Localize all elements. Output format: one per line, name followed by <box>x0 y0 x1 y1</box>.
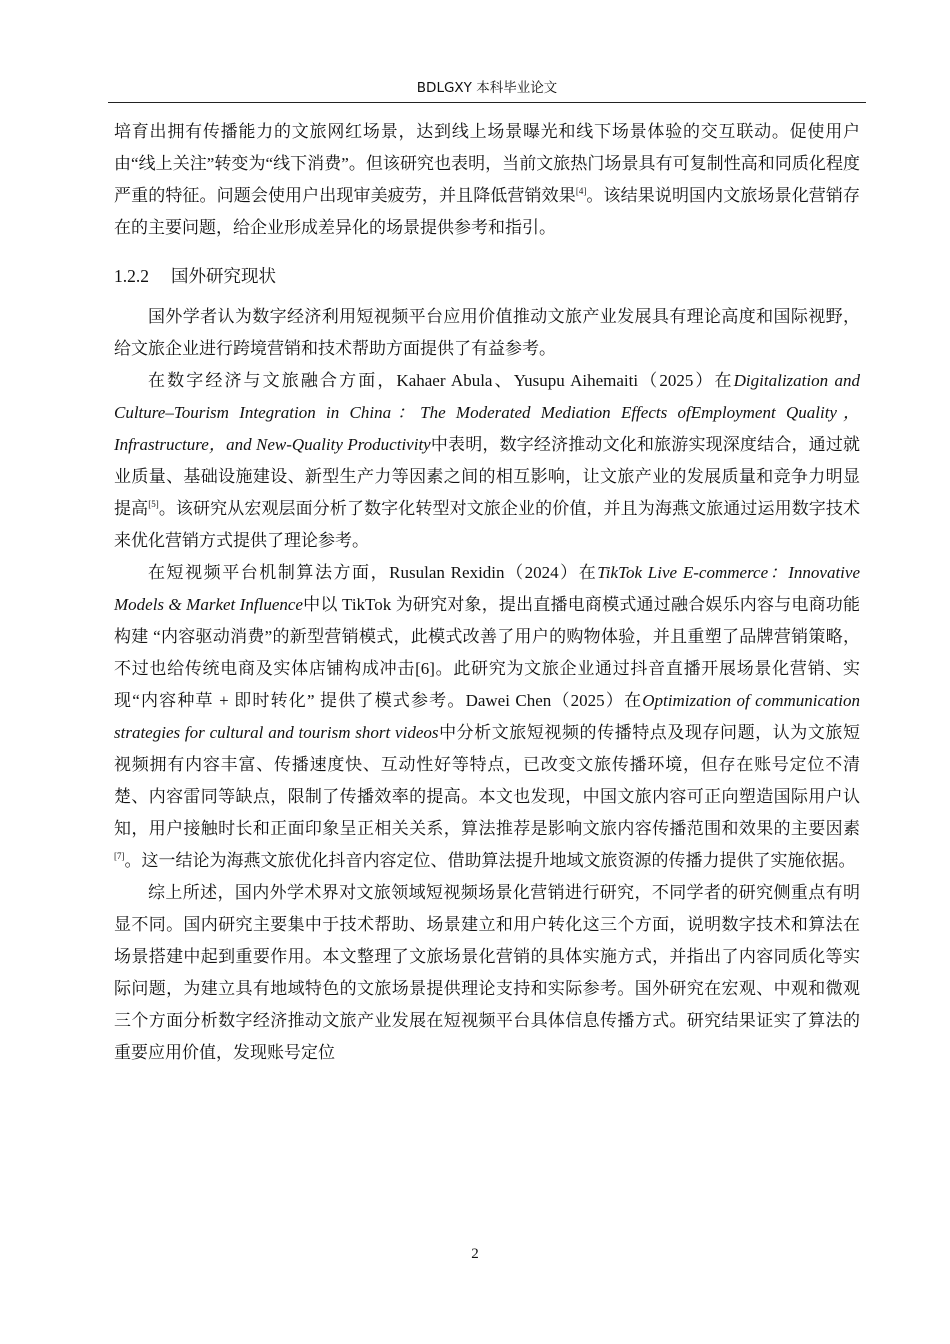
cited-title: Digitalization and Culture–Tourism Integration in China：The Moderated Mediation Effects ofEmployment Quality，Infrastructure，and New-Quality Productivity <box>114 371 860 454</box>
cited-title: Optimization of communication strategies for cultural and tourism short videos <box>114 691 860 742</box>
header-title: BDLGXY 本科毕业论文 <box>416 80 558 96</box>
section-title: 国外研究现状 <box>171 267 276 287</box>
section-heading <box>114 260 860 293</box>
paragraph-short-video: 在短视频平台机制算法方面，Rusulan Rexidin（2024）在TikTok Live E-commerce：Innovative Models & Market Influence中以 TikTok 为研究对象，提出直播电商模式通过融合娱乐内容与电商功能构建 “内容驱动消费”的新型营销模式，此模式改善了用户的购物体验，并且重塑了品牌营销策略，不过也给传统电商及实体店铺构成冲击[6]。此研究为文旅企业通过抖音直播开展场景化营销、实现“内容种草 + 即时转化” 提供了模式参考。Dawei Chen（2025）在Optimization of communication strategies for cultural and tourism short videos中分析文旅短视频的传播特点及现存问题，认为文旅短视频拥有内容丰富、传播速度快、互动性好等特点，已改变文旅传播环境，但存在账号定位不清楚、内容雷同等缺点，限制了传播效率的提高。本文也发现，中国文旅内容可正向塑造国际用户认知，用户接触时长和正面印象呈正相关关系，算法推荐是影响文旅内容传播范围和效果的主要因素 [7]。这一结论为海燕文旅优化抖音内容定位、借助算法提升地域文旅资源的传播力提供了实施依据。 <box>114 563 860 870</box>
paragraph-digital-economy: 在数字经济与文旅融合方面，Kahaer Abula、Yusupu Aihemaiti（2025）在Digitalization and Culture–Tourism Integration in China：The Moderated Mediation Effects ofEmployment Quality，Infrastructure，and New-Quality Productivity中表明，数字经济推动文化和旅游实现深度结合，通过就业质量、基础设施建设、新型生产力等因素之间的相互影响，让文旅产业的发展质量和竞争力明显提高[5]。该研究从宏观层面分析了数字化转型对文旅企业的价值，并且为海燕文旅通过运用数字技术来优化营销方式提供了理论参考。 <box>114 371 861 550</box>
cited-title: TikTok Live E-commerce：Innovative Models & Market Influence <box>114 563 860 614</box>
paragraph-summary: 综上所述，国内外学术界对文旅领域短视频场景化营销进行研究，不同学者的研究侧重点有明显不同。国内研究主要集中于技术帮助、场景建立和用户转化这三个方面，说明数字技术和算法在场景搭建中起到重要作用。本文整理了文旅场景化营销的具体实施方式，并指出了内容同质化等实际问题，为建立具有地域特色的文旅场景提供理论支持和实际参考。国外研究在宏观、中观和微观三个方面分析数字经济推动文旅产业发展在短视频平台具体信息传播方式。研究结果证实了算法的重要应用价值，发现账号定位 <box>114 883 860 1062</box>
paragraph-intro: 国外学者认为数字经济利用短视频平台应用价值推动文旅产业发展具有理论高度和国际视野，给文旅企业进行跨境营销和技术帮助方面提供了有益参考。 <box>114 307 860 358</box>
citation-ref: [4] <box>575 186 587 196</box>
section-number: 1.2.2 <box>114 266 149 286</box>
citation-ref: [5] <box>148 499 159 509</box>
paragraph-continued: 培育出拥有传播能力的文旅网红场景，达到线上场景曝光和线下场景体验的交互联动。促使用户由“线上关注”转变为“线下消费”。但该研究也表明，当前文旅热门场景具有可复制性高和同质化程度严重的特征。问题会使用户出现审美疲劳，并且降低营销效果[4]。该结果说明国内文旅场景化营销存在的主要问题，给企业形成差异化的场景提供参考和指引。 <box>114 122 861 237</box>
page-header <box>108 78 866 103</box>
page-number: 2 <box>471 1246 479 1262</box>
page-content <box>114 116 860 1069</box>
citation-ref: [7] <box>114 851 125 861</box>
